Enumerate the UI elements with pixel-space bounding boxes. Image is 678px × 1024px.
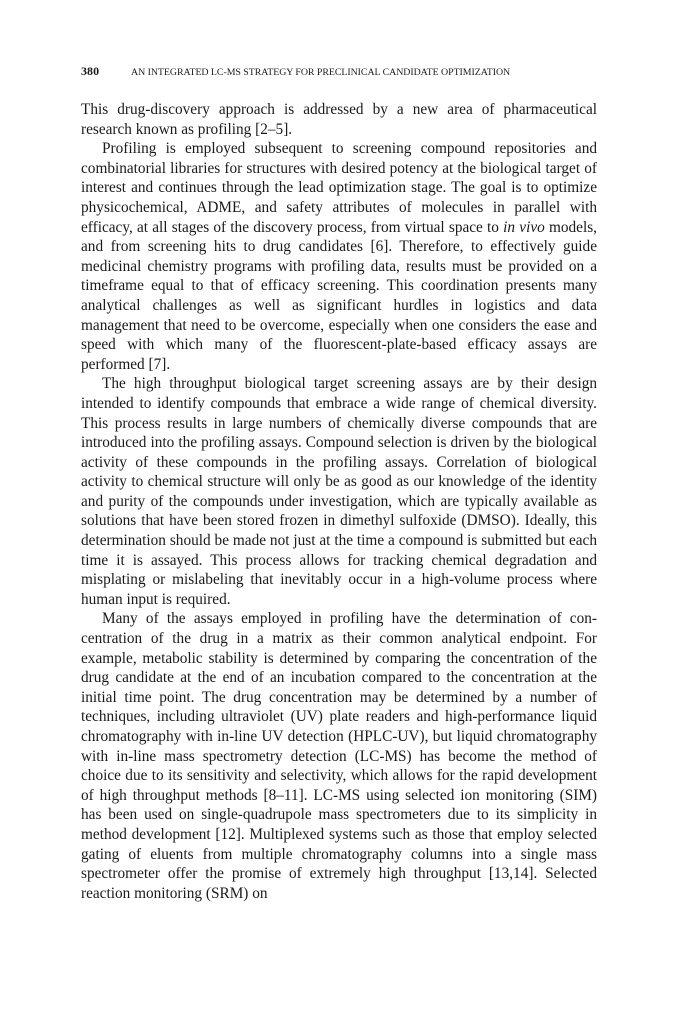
running-title: AN INTEGRATED LC-MS STRATEGY FOR PRECLINICAL CANDIDATE OPTIMIZATION bbox=[131, 67, 511, 78]
paragraph-2 bbox=[81, 139, 597, 374]
paragraph-2-text-a: Profiling is employed subsequent to screening compound repositories and combinatorial libraries for structures with desired potency at the biological target of interest and continues through the lead optimization stage. The goal is to optimize physicochemical, ADME, and safety attributes of molecules in parallel with efficacy, at all stages of the discovery process, from virtual space to bbox=[81, 140, 597, 236]
paragraph-2-text-b: models, and from screening hits to drug candidates [6]. Therefore, to effectively guide medicinal chemistry programs with profiling data, results must be provided on a timeframe equal to that of efficacy screening. This coordination presents many analytical challenges as well as significant hurdles in logistics and data management that need to be overcome, especially when one considers the ease and speed with which many of the fluorescent-plate-based efficacy assays are performed [7]. bbox=[81, 218, 597, 373]
body-text bbox=[81, 100, 597, 903]
paragraph-3: The high throughput biological target screening assays are by their design intended to identify compounds that embrace a wide range of chemical diversity. This process results in large numbers of chemically diverse compounds that are introduced into the profiling assays. Compound selection is driven by the biological activity of these compounds in the profiling assays. Correlation of biological activity to chemical structure will only be as good as our knowledge of the identity and purity of the compounds under investigation, which are typically available as solutions that have been stored frozen in dimethyl sulfoxide (DMSO). Ideally, this determination should be made not just at the time a compound is submitted but each time it is assayed. This process allows for tracking chemical degradation and misplating or mislabeling that inevitably occur in a high-volume process where human input is required. bbox=[81, 375, 597, 608]
page-number: 380 bbox=[81, 64, 100, 78]
paragraph-1: This drug-discovery approach is addressed by a new area of pharmaceutical research known as profiling [2–5]. bbox=[81, 101, 597, 138]
running-header bbox=[81, 64, 597, 86]
paragraph-4: Many of the assays employed in profiling have the determination of concentration of the drug in a matrix as their common analytical endpoint. For example, metabolic stability is determined by comparing the concentration of the drug candidate at the end of an incubation compared to the concentration at the initial time point. The drug concentration may be determined by a number of techniques, including ultraviolet (UV) plate readers and high-performance liquid chromatography with in-line UV detection (HPLC-UV), but liquid chromatography with in-line mass spectrometry detection (LC-MS) has become the method of choice due to its sensitivity and selectivity, which allows for the rapid development of high throughput methods [8–11]. LC-MS using selected ion monitoring (SIM) has been used on single-quadrupole mass spectrometers due to its simplicity in method development [12]. Multiplexed systems such as those that employ selected gating of eluents from multiple chromatography columns into a single mass spectrometer offer the promise of extremely high throughput [13,14]. Selected reaction monitoring (SRM) on bbox=[81, 610, 597, 902]
paragraph-2-italic: in vivo bbox=[503, 218, 545, 236]
document-page bbox=[81, 64, 597, 903]
